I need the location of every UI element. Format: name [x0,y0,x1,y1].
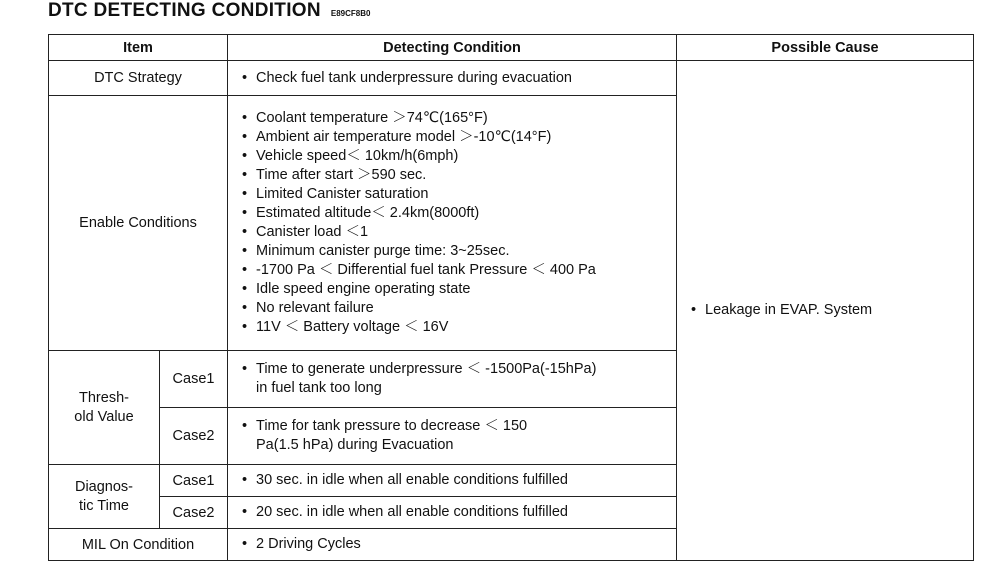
diagnostic-label-line1: Diagnos- [74,478,134,495]
threshold-case2-condition [228,408,677,465]
condition-item: • Idle speed engine operating state [242,280,668,299]
threshold-case1-line2: in fuel tank too long [256,380,382,396]
header-possible-cause: Possible Cause [677,35,974,61]
mil-condition: • 2 Driving Cycles [242,535,668,554]
enable-condition-cell [228,96,677,351]
condition-item: • -1700 Pa ＜ Differential fuel tank Pressure ＜ 400 Pa [242,261,668,280]
threshold-case1-line1: • Time to generate underpressure ＜ -1500Pa(-15hPa) [256,361,597,377]
condition-item: • Time after start ＞590 sec. [242,166,668,185]
condition-item: • Vehicle speed＜ 10km/h(6mph) [242,147,668,166]
threshold-label-line2: old Value [74,408,134,425]
threshold-label-line1: Thresh- [79,389,129,406]
condition-item: • Check fuel tank underpressure during evacuation [242,69,668,88]
condition-item: • Limited Canister saturation [242,185,668,204]
mil-label: MIL On Condition [49,529,228,561]
condition-item: • 11V ＜ Battery voltage ＜ 16V [242,318,668,337]
threshold-case1-condition [228,351,677,408]
mil-condition-cell [228,529,677,561]
threshold-case2-line2: Pa(1.5 hPa) during Evacuation [256,437,454,453]
diagnostic-case1-condition-cell [228,465,677,497]
threshold-case2-line1: • Time for tank pressure to decrease ＜ 150 [256,418,528,434]
condition-item: • Minimum canister purge time: 3~25sec. [242,242,668,261]
threshold-label [49,351,160,465]
strategy-conditions [242,69,668,88]
diagnostic-case2-condition-cell [228,497,677,529]
section-title: DTC DETECTING CONDITION [48,0,321,21]
diagnostic-case1-label: Case1 [160,465,228,497]
condition-item: • No relevant failure [242,299,668,318]
threshold-case1-label: Case1 [160,351,228,408]
condition-item: • Estimated altitude＜ 2.4km(8000ft) [242,204,668,223]
condition-item: • Canister load ＜1 [242,223,668,242]
section-heading [48,0,370,22]
threshold-case2-text [242,417,668,455]
diagnostic-case2-label: Case2 [160,497,228,529]
enable-conditions [242,109,668,337]
enable-label: Enable Conditions [49,96,228,351]
possible-cause: • Leakage in EVAP. System [691,301,973,320]
diagnostic-case2-condition: • 20 sec. in idle when all enable conditions fulfilled [242,503,668,522]
threshold-case2-label: Case2 [160,408,228,465]
table-header-row [49,35,974,61]
condition-item: • Coolant temperature ＞74℃(165°F) [242,109,668,128]
table-row [49,61,974,96]
header-detecting-condition: Detecting Condition [228,35,677,61]
condition-item: • Ambient air temperature model ＞-10℃(14°F) [242,128,668,147]
diagnostic-case1-condition: • 30 sec. in idle when all enable conditions fulfilled [242,471,668,490]
strategy-label: DTC Strategy [49,61,228,96]
possible-cause-cell [677,61,974,561]
strategy-condition-cell [228,61,677,96]
diagnostic-label [49,465,160,529]
header-item: Item [49,35,228,61]
threshold-case1-text [242,360,668,398]
diagnostic-label-line2: tic Time [79,497,129,514]
dtc-table [48,34,974,561]
section-code: E89CF8B0 [330,9,371,18]
